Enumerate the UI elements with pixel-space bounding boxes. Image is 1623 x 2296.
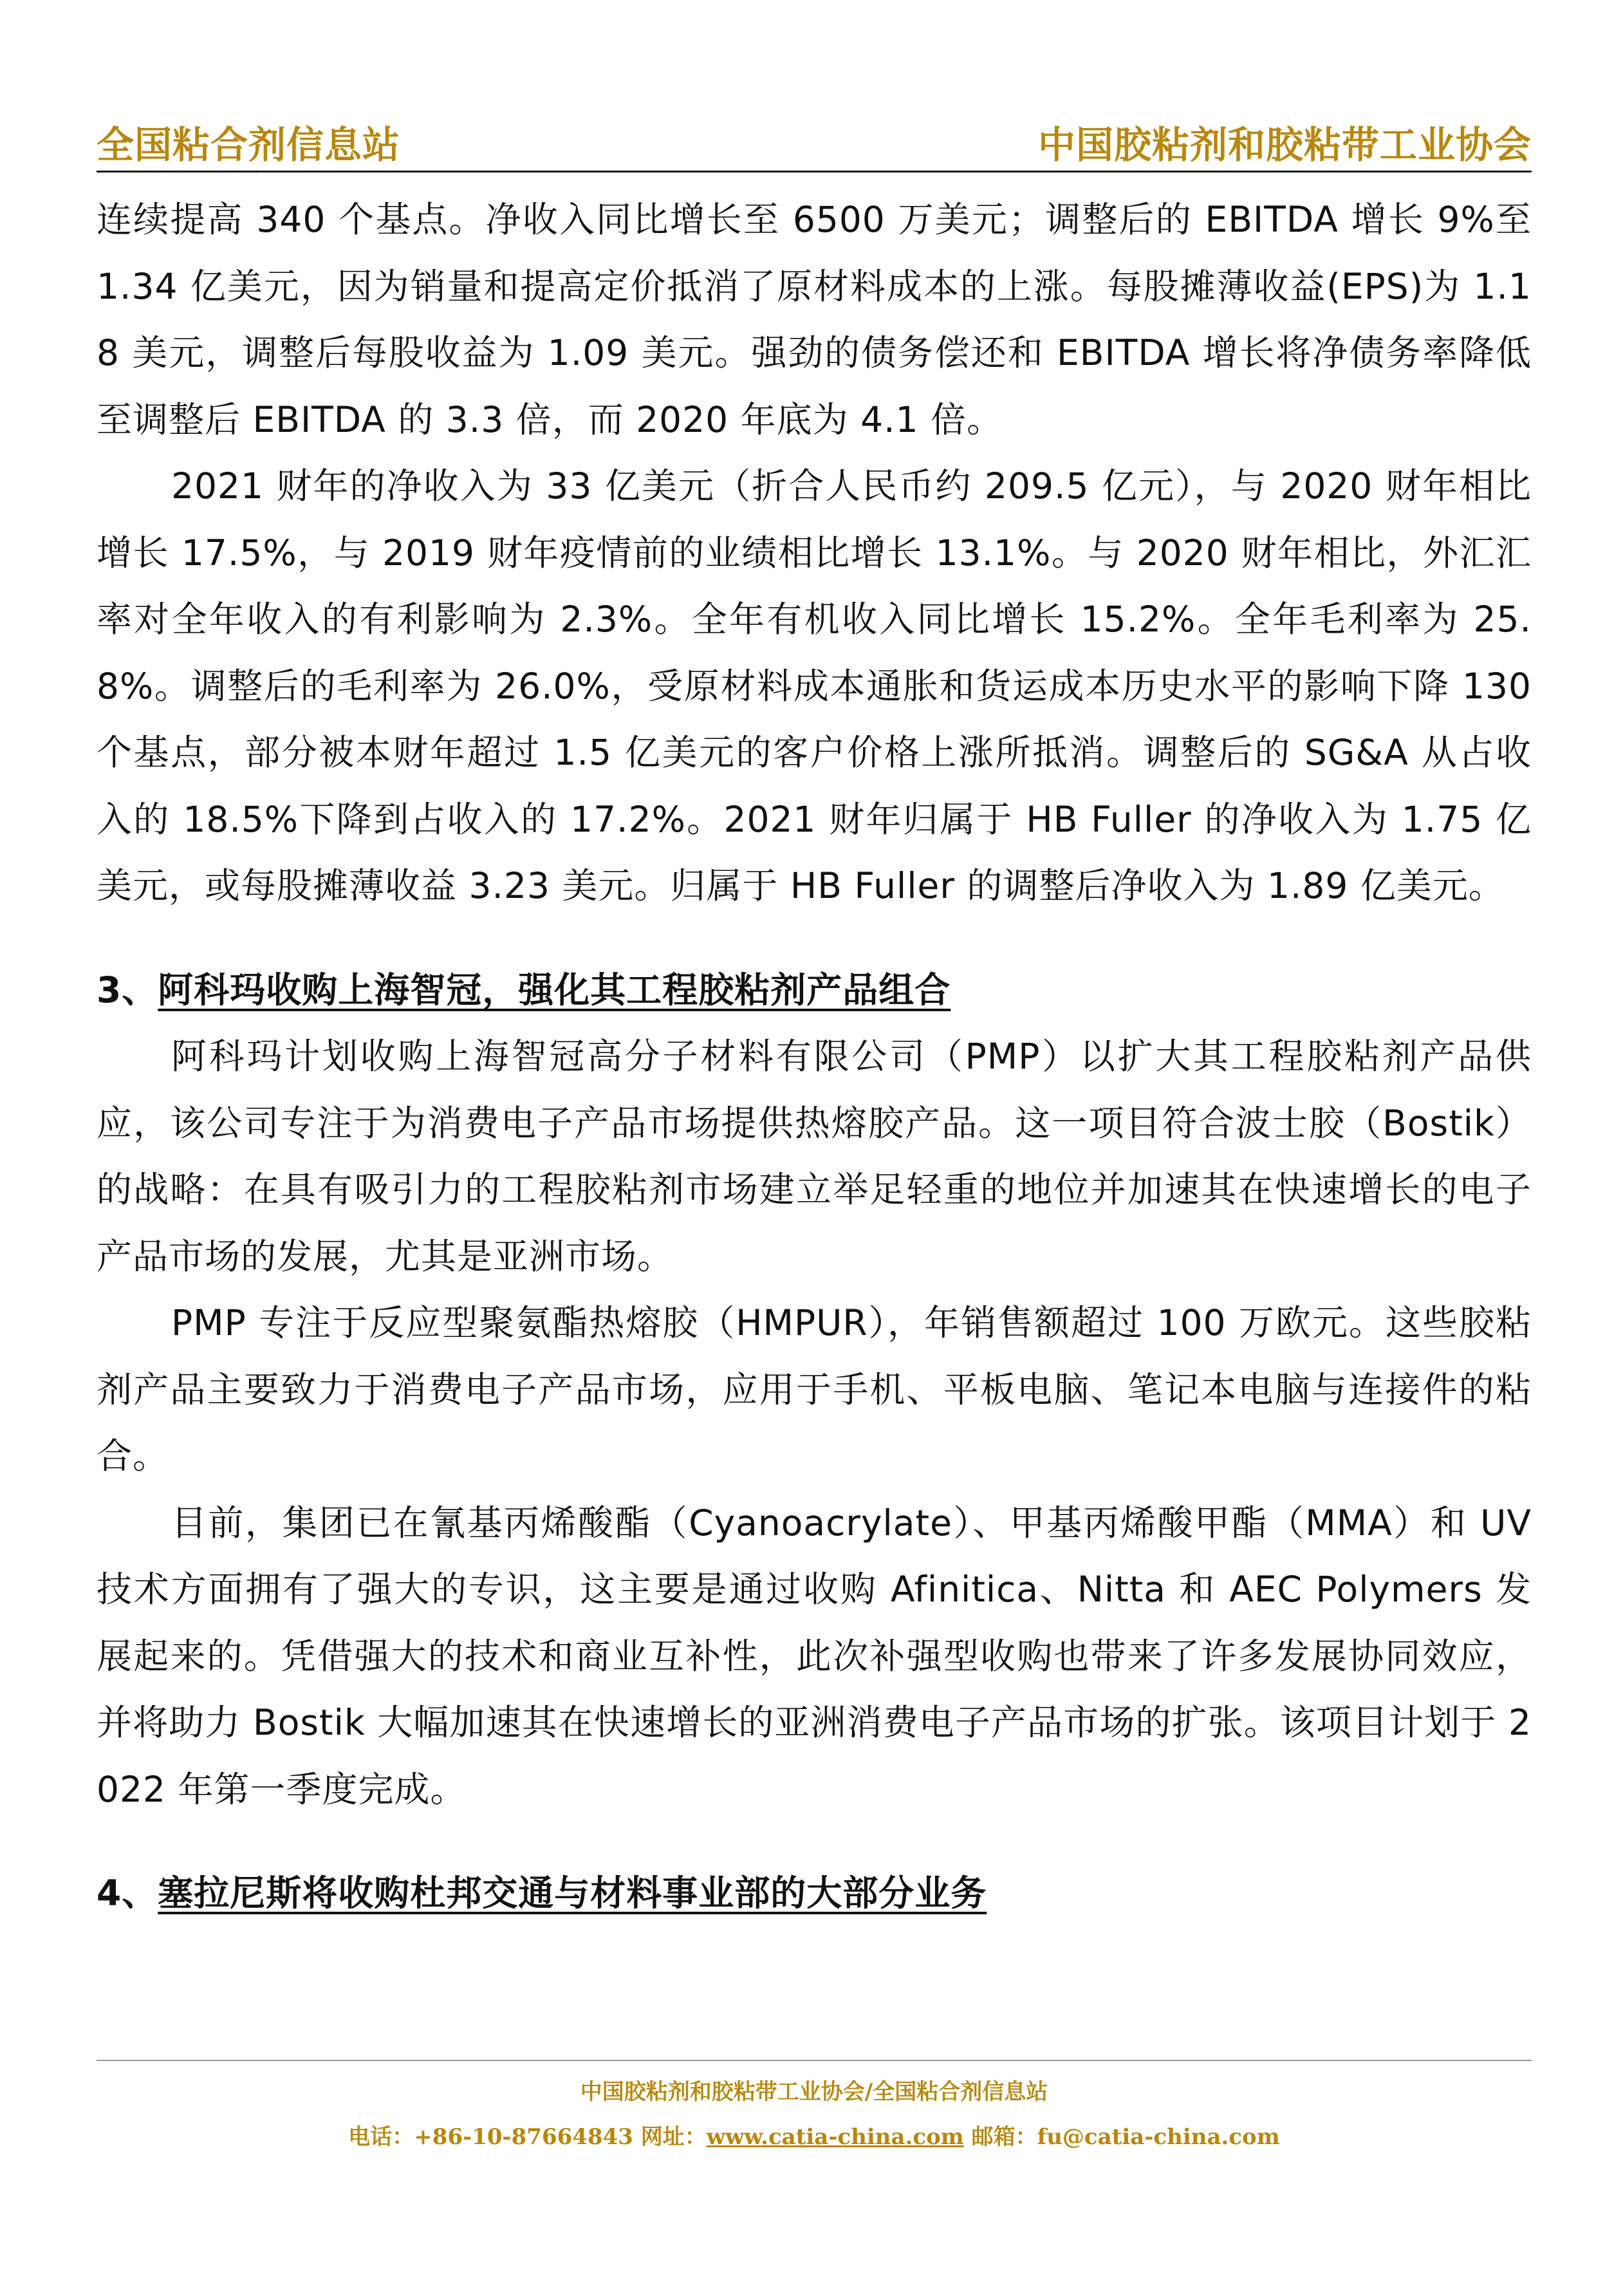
paragraph-hb-fuller-q4: 连续提高 340 个基点。净收入同比增长至 6500 万美元；调整后的 EBITDA 增长 9%至 1.34 亿美元，因为销量和提高定价抵消了原材料成本的上涨。每股摊薄收益(EPS)为 1.18 美元，调整后每股收益为 1.09 美元。强劲的债务偿还和 EBITDA 增长将净债务率降低至调整后 EBITDA 的 3.3 倍，而 2020 年底为 4.1 倍。 bbox=[97, 199, 1532, 440]
footer-organization: 中国胶粘剂和胶粘带工业协会/全国粘合剂信息站 bbox=[580, 2079, 1048, 2105]
paragraph-arkema-acquisition: 阿科玛计划收购上海智冠高分子材料有限公司（PMP）以扩大其工程胶粘剂产品供应，该公司专注于为消费电子产品市场提供热熔胶产品。这一项目符合波士胶（Bostik）的战略：在具有吸引力的工程胶粘剂市场建立举足轻重的地位并加速其在快速增长的电子产品市场的发展，尤其是亚洲市场。 bbox=[97, 1036, 1532, 1277]
paragraph-pmp-hmpur: PMP 专注于反应型聚氨酯热熔胶（HMPUR），年销售额超过 100 万欧元。这些胶粘剂产品主要致力于消费电子产品市场，应用于手机、平板电脑、笔记本电脑与连接件的粘合。 bbox=[97, 1302, 1532, 1477]
footer-phone: 电话：+86-10-87664843 网址： bbox=[348, 2124, 707, 2150]
section-heading-4-text: 塞拉尼斯将收购杜邦交通与材料事业部的大部分业务 bbox=[158, 1872, 987, 1914]
footer-website-link[interactable]: www.catia-china.com bbox=[706, 2124, 964, 2150]
document-body bbox=[97, 187, 1532, 1927]
paragraph-hb-fuller-fy2021: 2021 财年的净收入为 33 亿美元（折合人民币约 209.5 亿元），与 2020 财年相比增长 17.5%，与 2019 财年疫情前的业绩相比增长 13.1%。与 2020 财年相比，外汇汇率对全年收入的有利影响为 2.3%。全年有机收入同比增长 15.2%。全年毛利率为 25.8%。调整后的毛利率为 26.0%，受原材料成本通胀和货运成本历史水平的影响下降 130 个基点，部分被本财年超过 1.5 亿美元的客户价格上涨所抵消。调整后的 SG&A 从占收入的 18.5%下降到占收入的 17.2%。2021 财年归属于 HB Fuller 的净收入为 1.75 亿美元，或每股摊薄收益 3.23 美元。归属于 HB Fuller 的调整后净收入为 1.89 亿美元。 bbox=[97, 465, 1532, 906]
paragraph-group-technologies: 目前，集团已在氰基丙烯酸酯（Cyanoacrylate）、甲基丙烯酸甲酯（MMA）和 UV 技术方面拥有了强大的专识，这主要是通过收购 Afinitica、Nitta 和 AEC Polymers 发展起来的。凭借强大的技术和商业互补性，此次补强型收购也带来了许多发展协同效应，并将助力 Bostik 大幅加速其在快速增长的亚洲消费电子产品市场的扩张。该项目计划于 2022 年第一季度完成。 bbox=[97, 1502, 1532, 1810]
footer-email: fu@catia-china.com bbox=[1037, 2124, 1280, 2150]
spacer bbox=[97, 920, 1532, 946]
header-association-name: 中国胶粘剂和胶粘带工业协会 bbox=[1037, 123, 1532, 167]
header-site-name: 全国粘合剂信息站 bbox=[97, 123, 401, 167]
section-heading-4-number: 4、 bbox=[97, 1872, 158, 1914]
section-heading-3-text: 阿科玛收购上海智冠，强化其工程胶粘剂产品组合 bbox=[158, 969, 951, 1011]
footer-divider bbox=[97, 2060, 1532, 2061]
page-header bbox=[97, 119, 1532, 173]
section-heading-3-number: 3、 bbox=[97, 969, 158, 1011]
section-heading-3 bbox=[97, 957, 1532, 1024]
section-heading-4 bbox=[97, 1860, 1532, 1927]
spacer bbox=[97, 1823, 1532, 1849]
footer-contact bbox=[97, 2118, 1532, 2156]
footer-email-label: 邮箱： bbox=[963, 2124, 1037, 2150]
